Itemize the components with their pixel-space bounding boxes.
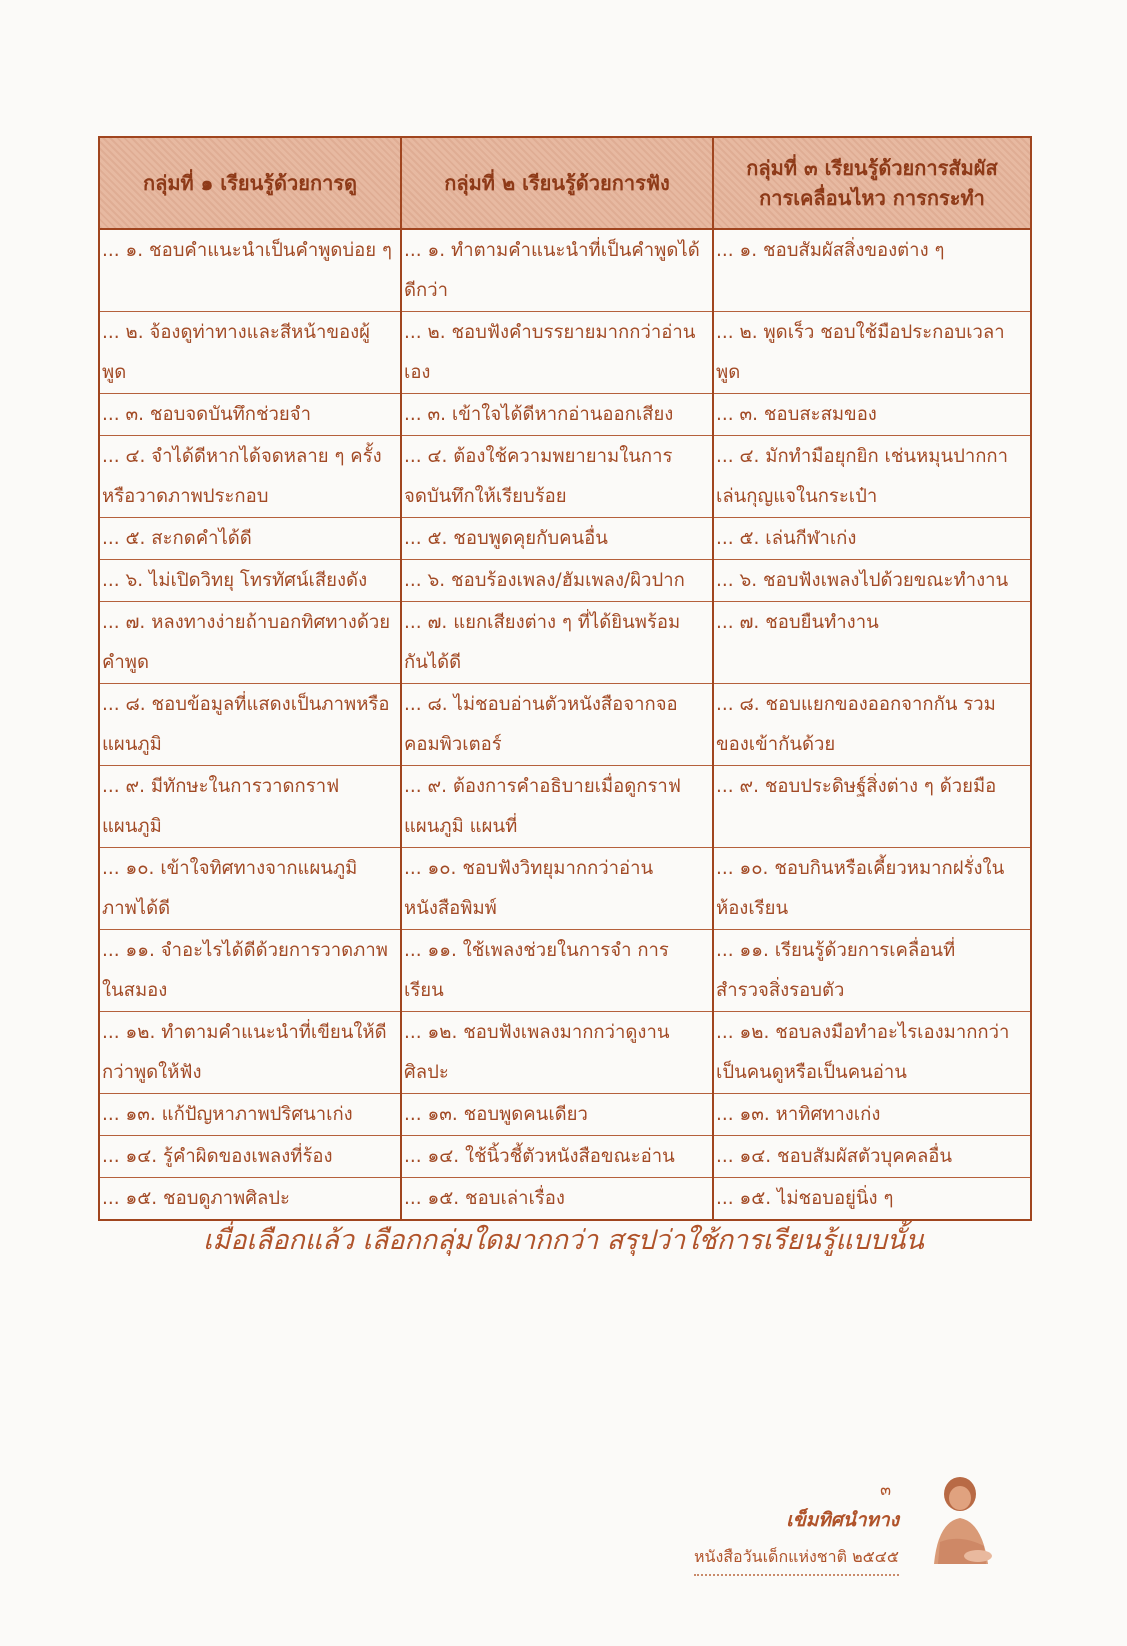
table-row [99,312,1031,394]
item-text: ... ๖. ไม่เปิดวิทยุ โทรทัศน์เสียงดัง [102,570,368,591]
table-cell-group-1 [99,848,401,930]
table-cell-group-1 [99,1094,401,1136]
learning-style-table [98,136,1032,1221]
table-cell-group-1 [99,602,401,684]
table-row [99,602,1031,684]
item-text: ... ๙. มีทักษะในการวาดกราฟ แผนภูมิ [102,776,340,837]
table-cell-group-3 [713,1136,1031,1178]
item-text: ... ๘. ชอบแยกของออกจากกัน รวม ของเข้ากันด้วย [716,694,996,755]
table-row [99,1178,1031,1221]
brand-title: เข็มทิศนำทาง [786,1509,899,1531]
table-cell-group-1 [99,1136,401,1178]
table-cell-group-2 [401,518,713,560]
table-cell-group-1 [99,684,401,766]
table-cell-group-2 [401,436,713,518]
item-text: ... ๗. ชอบยืนทำงาน [716,612,879,633]
table-cell-group-1 [99,1012,401,1094]
table-cell-group-1 [99,394,401,436]
table-cell-group-2 [401,766,713,848]
instruction-note: เมื่อเลือกแล้ว เลือกกลุ่มใดมากกว่า สรุปว่าใช้การเรียนรู้แบบนั้น [203,1225,924,1256]
table-cell-group-1 [99,930,401,1012]
header-group-1: กลุ่มที่ ๑ เรียนรู้ด้วยการดู [99,137,401,229]
item-text: ... ๘. ไม่ชอบอ่านตัวหนังสือจากจอ คอมพิวเตอร์ [404,694,678,755]
item-text: ... ๗. หลงทางง่ายถ้าบอกทิศทางด้วย คำพูด [102,612,391,673]
item-text: ... ๙. ชอบประดิษฐ์สิ่งต่าง ๆ ด้วยมือ [716,776,997,797]
table-cell-group-3 [713,229,1031,312]
table-header-row [99,137,1031,229]
book-title: หนังสือวันเด็กแห่งชาติ ๒๕๔๕ [694,1545,899,1576]
table-cell-group-2 [401,602,713,684]
table-body [99,229,1031,1220]
item-text: ... ๑๑. เรียนรู้ด้วยการเคลื่อนที่ สำรวจสิ่งรอบตัว [716,940,956,1001]
header-group-3: กลุ่มที่ ๓ เรียนรู้ด้วยการสัมผัส การเคลื่อนไหว การกระทำ [713,137,1031,229]
table-cell-group-2 [401,1094,713,1136]
table-row [99,1094,1031,1136]
table-cell-group-2 [401,848,713,930]
table-cell-group-3 [713,560,1031,602]
page-footer [694,1478,899,1576]
item-text: ... ๒. ชอบฟังคำบรรยายมากกว่าอ่านเอง [404,322,696,383]
table-row [99,1136,1031,1178]
item-text: ... ๑. ชอบสัมผัสสิ่งของต่าง ๆ [716,240,945,261]
table-cell-group-2 [401,930,713,1012]
table-cell-group-2 [401,560,713,602]
table-cell-group-3 [713,1178,1031,1221]
table-cell-group-2 [401,229,713,312]
table-cell-group-1 [99,229,401,312]
table-cell-group-3 [713,766,1031,848]
item-text: ... ๑๔. ชอบสัมผัสตัวบุคคลอื่น [716,1146,953,1167]
table-cell-group-2 [401,1178,713,1221]
item-text: ... ๑๕. ชอบดูภาพศิลปะ [102,1188,290,1209]
page-number: ๓ [880,1480,891,1499]
table-row [99,1012,1031,1094]
table-cell-group-2 [401,1136,713,1178]
header-group-2: กลุ่มที่ ๒ เรียนรู้ด้วยการฟัง [401,137,713,229]
table-cell-group-1 [99,1178,401,1221]
table-row [99,848,1031,930]
table-cell-group-3 [713,312,1031,394]
item-text: ... ๑๐. เข้าใจทิศทางจากแผนภูมิ ภาพได้ดี [102,858,358,919]
item-text: ... ๔. ต้องใช้ความพยายามในการ จดบันทึกให้เรียบร้อย [404,446,673,507]
table-cell-group-2 [401,312,713,394]
table-row [99,684,1031,766]
item-text: ... ๑๓. หาทิศทางเก่ง [716,1104,881,1125]
table-cell-group-3 [713,848,1031,930]
table-cell-group-1 [99,436,401,518]
item-text: ... ๑๕. ไม่ชอบอยู่นิ่ง ๆ [716,1188,894,1209]
item-text: ... ๒. จ้องดูท่าทางและสีหน้าของผู้พูด [102,322,371,383]
item-text: ... ๑๐. ชอบกินหรือเคี้ยวหมากฝรั่งใน ห้องเรียน [716,858,1005,919]
table-cell-group-3 [713,930,1031,1012]
table-cell-group-3 [713,1012,1031,1094]
item-text: ... ๓. ชอบสะสมของ [716,404,877,425]
table-row [99,436,1031,518]
item-text: ... ๑๒. ชอบฟังเพลงมากกว่าดูงาน ศิลปะ [404,1022,670,1083]
table-cell-group-2 [401,1012,713,1094]
table-cell-group-1 [99,766,401,848]
item-text: ... ๕. สะกดคำได้ดี [102,528,252,549]
item-text: ... ๑๒. ทำตามคำแนะนำที่เขียนให้ดี กว่าพูดให้ฟัง [102,1022,387,1083]
table-cell-group-3 [713,602,1031,684]
table-cell-group-3 [713,518,1031,560]
table-cell-group-3 [713,684,1031,766]
item-text: ... ๑๑. ใช้เพลงช่วยในการจำ การ เรียน [404,940,669,1001]
item-text: ... ๑๓. แก้ปัญหาภาพปริศนาเก่ง [102,1104,353,1125]
table-row [99,518,1031,560]
table-cell-group-2 [401,394,713,436]
table-row [99,229,1031,312]
item-text: ... ๑๔. ใช้นิ้วชี้ตัวหนังสือขณะอ่าน [404,1146,675,1167]
item-text: ... ๗. แยกเสียงต่าง ๆ ที่ได้ยินพร้อม กันได้ดี [404,612,681,673]
item-text: ... ๑๐. ชอบฟังวิทยุมากกว่าอ่าน หนังสือพิมพ์ [404,858,654,919]
table-row [99,766,1031,848]
item-text: ... ๕. ชอบพูดคุยกับคนอื่น [404,528,608,549]
item-text: ... ๔. จำได้ดีหากได้จดหลาย ๆ ครั้ง หรือวาดภาพประกอบ [102,446,382,507]
table-row [99,560,1031,602]
item-text: ... ๓. ชอบจดบันทึกช่วยจำ [102,404,311,425]
table-cell-group-3 [713,1094,1031,1136]
item-text: ... ๑๓. ชอบพูดคนเดียว [404,1104,588,1125]
item-text: ... ๖. ชอบร้องเพลง/ฮัมเพลง/ผิวปาก [404,570,685,591]
item-text: ... ๓. เข้าใจได้ดีหากอ่านออกเสียง [404,404,674,425]
table-cell-group-2 [401,684,713,766]
table-cell-group-1 [99,518,401,560]
table-row [99,930,1031,1012]
item-text: ... ๑. ทำตามคำแนะนำที่เป็นคำพูดได้ ดีกว่า [404,240,700,301]
table-cell-group-1 [99,312,401,394]
item-text: ... ๑๔. รู้คำผิดของเพลงที่ร้อง [102,1146,333,1167]
child-photo-image [920,1472,1000,1568]
table-cell-group-3 [713,394,1031,436]
item-text: ... ๑๑. จำอะไรได้ดีด้วยการวาดภาพ ในสมอง [102,940,388,1001]
item-text: ... ๑. ชอบคำแนะนำเป็นคำพูดบ่อย ๆ [102,240,392,261]
item-text: ... ๒. พูดเร็ว ชอบใช้มือประกอบเวลาพูด [716,322,1005,383]
item-text: ... ๑๕. ชอบเล่าเรื่อง [404,1188,565,1209]
item-text: ... ๙. ต้องการคำอธิบายเมื่อดูกราฟ แผนภูมิ แผนที่ [404,776,681,837]
item-text: ... ๑๒. ชอบลงมือทำอะไรเองมากกว่า เป็นคนดูหรือเป็นคนอ่าน [716,1022,1010,1083]
item-text: ... ๘. ชอบข้อมูลที่แสดงเป็นภาพหรือ แผนภูมิ [102,694,390,755]
item-text: ... ๕. เล่นกีฬาเก่ง [716,528,857,549]
item-text: ... ๖. ชอบฟังเพลงไปด้วยขณะทำงาน [716,570,1009,591]
table-cell-group-1 [99,560,401,602]
item-text: ... ๔. มักทำมือยุกยิก เช่นหมุนปากกา เล่นกุญแจในกระเป๋า [716,446,1009,507]
table-row [99,394,1031,436]
table-cell-group-3 [713,436,1031,518]
